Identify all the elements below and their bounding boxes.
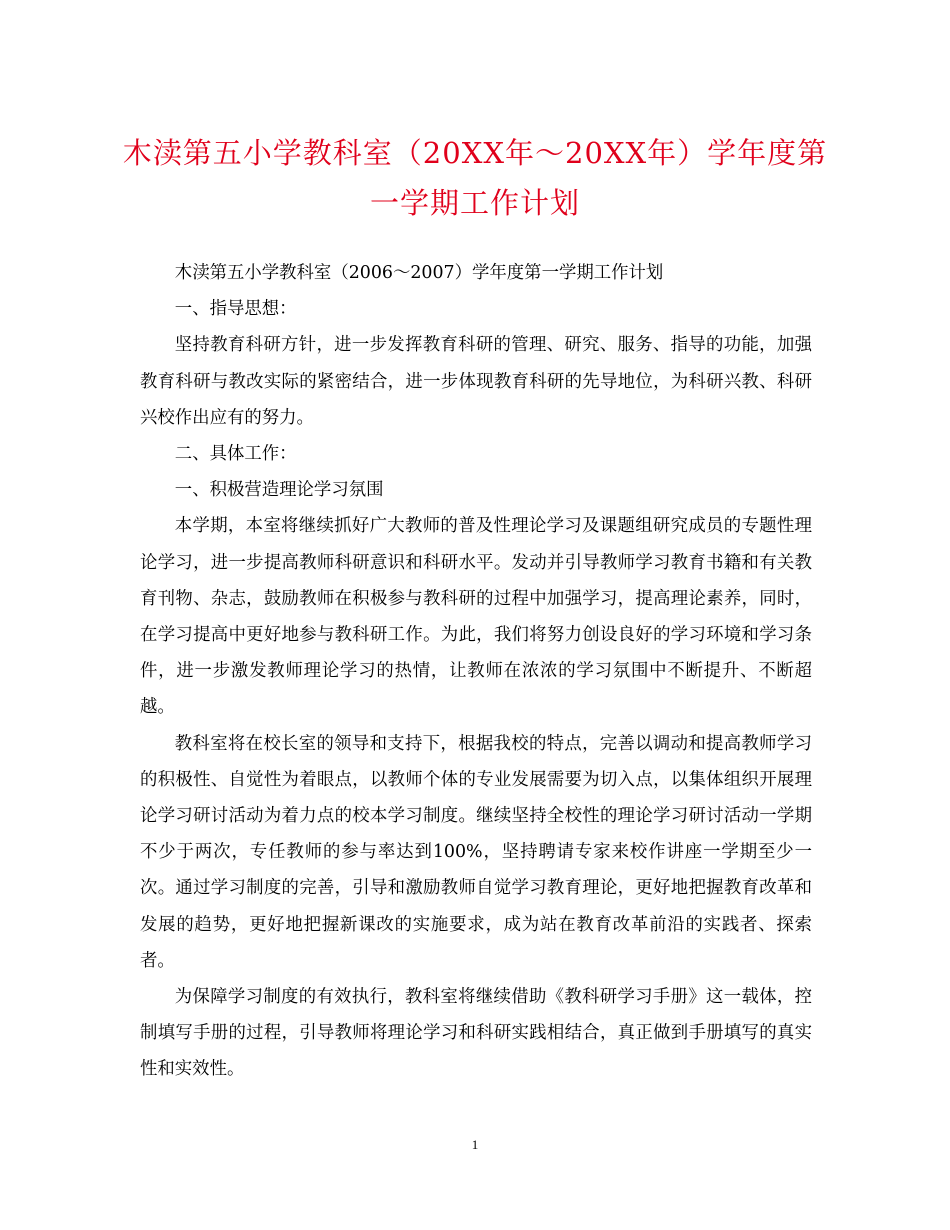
document-body: [140, 255, 812, 1088]
section-heading-guiding-ideology: 一、指导思想：: [174, 299, 297, 320]
subtitle-paragraph: 木渎第五小学教科室（2006～2007）学年度第一学期工作计划: [174, 263, 664, 283]
page-number: 1: [471, 1137, 479, 1152]
body-paragraph: 为保障学习制度的有效执行，教科室将继续借助《教科研学习手册》这一载体，控制填写手册的过程，引导教师将理论学习和科研实践相结合，真正做到手册填写的真实性和实效性。: [140, 987, 812, 1080]
body-paragraph: 教科室将在校长室的领导和支持下，根据我校的特点，完善以调动和提高教师学习的积极性、自觉性为着眼点，以教师个体的专业发展需要为切入点，以集体组织开展理论学习研讨活动为着力点的校本学习制度。继续坚持全校性的理论学习研讨活动一学期不少于两次，专任教师的参与率达到100%，坚持聘请专家来校作讲座一学期至少一次。通过学习制度的完善，引导和激励教师自觉学习教育理论，更好地把握教育改革和发展的趋势，更好地把握新课改的实施要求，成为站在教育改革前沿的实践者、探索者。: [140, 733, 812, 971]
section-heading-specific-work: 二、具体工作：: [174, 444, 297, 465]
subsection-heading-study-atmosphere: 一、积极营造理论学习氛围: [174, 480, 384, 501]
body-paragraph: 本学期，本室将继续抓好广大教师的普及性理论学习及课题组研究成员的专题性理论学习，进一步提高教师科研意识和科研水平。发动并引导教师学习教育书籍和有关教育刊物、杂志，鼓励教师在积极参与教科研的过程中加强学习，提高理论素养，同时，在学习提高中更好地参与教科研工作。为此，我们将努力创设良好的学习环境和学习条件，进一步激发教师理论学习的热情，让教师在浓浓的学习氛围中不断提升、不断超越。: [140, 516, 812, 718]
body-paragraph: 坚持教育科研方针，进一步发挥教育科研的管理、研究、服务、指导的功能，加强教育科研与教改实际的紧密结合，进一步体现教育科研的先导地位，为科研兴教、科研兴校作出应有的努力。: [140, 335, 812, 428]
document-title: 木渎第五小学教科室（20XX年～20XX年）学年度第一学期工作计划: [122, 136, 828, 220]
